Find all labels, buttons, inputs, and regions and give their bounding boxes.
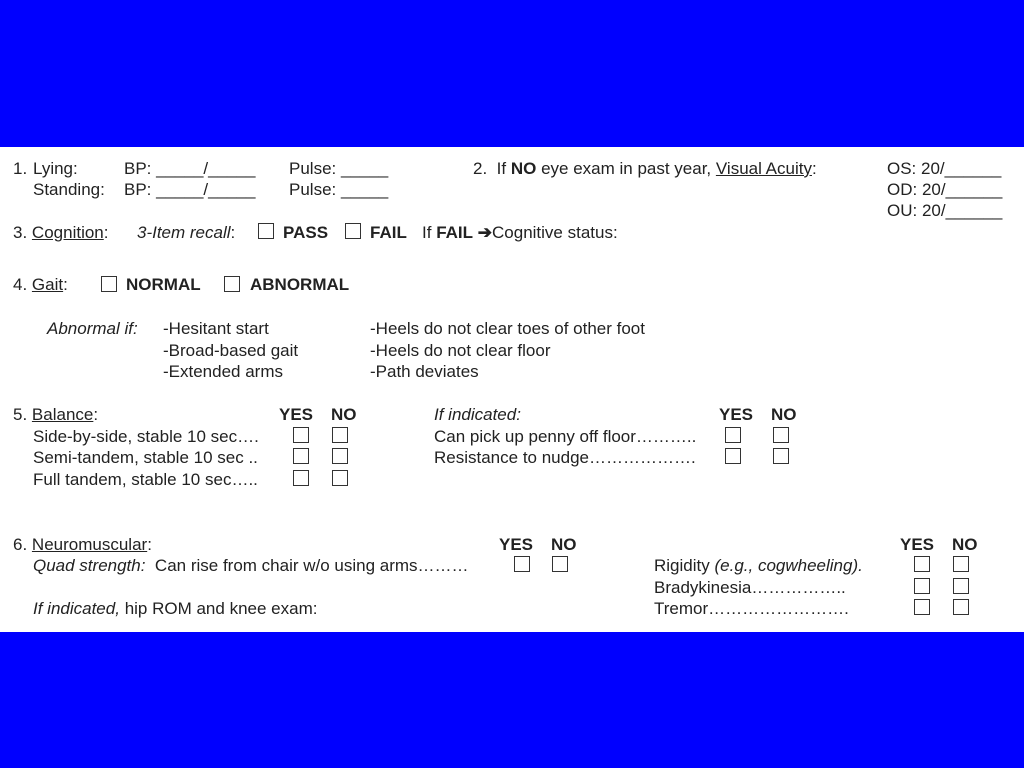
nudge-no-checkbox[interactable]	[773, 448, 789, 464]
cognition-colon: :	[103, 223, 109, 242]
item5-line	[13, 405, 98, 425]
balance-no-header: NO	[331, 405, 357, 424]
item3-number: 3.	[13, 223, 28, 242]
penny-yes-checkbox[interactable]	[725, 427, 741, 443]
rigidity-yes-checkbox[interactable]	[914, 556, 930, 572]
item6-number: 6.	[13, 535, 28, 554]
gait-colon: :	[63, 275, 68, 294]
gait-criterion: -Hesitant start	[163, 319, 269, 338]
item1-number: 1.	[13, 159, 28, 178]
item3-line	[13, 223, 108, 243]
balance2-row-label: Can pick up penny off floor………..	[434, 427, 697, 446]
semi-tandem-no-checkbox[interactable]	[332, 448, 348, 464]
quad-yes-checkbox[interactable]	[514, 556, 530, 572]
item2-line	[473, 159, 817, 179]
rigidity-no-checkbox[interactable]	[953, 556, 969, 572]
item2-number: 2.	[473, 159, 488, 178]
od-field[interactable]: OD: 20/______	[887, 180, 1003, 199]
item4-line	[13, 275, 68, 295]
gait-criterion: -Broad-based gait	[163, 341, 299, 360]
balance-row-label: Side-by-side, stable 10 sec….	[33, 427, 259, 446]
abnormal-checkbox[interactable]	[224, 276, 240, 292]
item6-line	[13, 535, 152, 555]
fail-checkbox[interactable]	[345, 223, 361, 239]
penny-no-checkbox[interactable]	[773, 427, 789, 443]
rigidity-eg: (e.g., cogwheeling).	[714, 556, 863, 575]
balance-colon: :	[93, 405, 99, 424]
lying-label: Lying:	[33, 159, 78, 178]
neuromuscular-colon: :	[147, 535, 152, 554]
quad-strength-label: Quad strength:	[33, 556, 146, 575]
tremor-yes-checkbox[interactable]	[914, 599, 930, 615]
abnormal-if-label: Abnormal if:	[47, 319, 138, 338]
gait-criterion: -Path deviates	[370, 362, 479, 381]
quad-no-checkbox[interactable]	[552, 556, 568, 572]
nudge-yes-checkbox[interactable]	[725, 448, 741, 464]
standing-label: Standing:	[33, 180, 105, 199]
item4-number: 4.	[13, 275, 28, 294]
neuro-no-header: NO	[551, 535, 577, 554]
cognition-label: Cognition	[31, 223, 104, 242]
gait-criterion: -Heels do not clear floor	[370, 341, 551, 360]
gait-criterion: -Heels do not clear toes of other foot	[370, 319, 645, 338]
pass-label: PASS	[283, 223, 329, 242]
gait-label: Gait	[31, 275, 64, 294]
item2-no-emph: NO	[510, 159, 537, 178]
fail-label: FAIL	[370, 223, 407, 242]
cognitive-status-label: Cognitive status:	[492, 223, 618, 242]
pulse-standing-field[interactable]: Pulse: _____	[289, 180, 389, 199]
neuro2-yes-header: YES	[900, 535, 935, 554]
bp-standing-field[interactable]: BP: _____/_____	[124, 180, 256, 199]
item5-number: 5.	[13, 405, 28, 424]
arrow-right-icon: ➔	[477, 223, 493, 242]
tremor-no-checkbox[interactable]	[953, 599, 969, 615]
if-fail-emph: FAIL	[436, 223, 474, 242]
side-by-side-no-checkbox[interactable]	[332, 427, 348, 443]
if-fail-line	[422, 223, 618, 243]
bradykinesia-no-checkbox[interactable]	[953, 578, 969, 594]
hip-if-indicated: If indicated,	[33, 599, 120, 618]
gait-criterion: -Extended arms	[163, 362, 283, 381]
os-field[interactable]: OS: 20/______	[887, 159, 1002, 178]
balance2-row-label: Resistance to nudge……………….	[434, 448, 696, 467]
if-word: If	[422, 223, 432, 242]
semi-tandem-yes-checkbox[interactable]	[293, 448, 309, 464]
balance-yes-header: YES	[279, 405, 314, 424]
recall-text: 3-Item recall	[137, 223, 231, 242]
ou-field[interactable]: OU: 20/______	[887, 201, 1003, 220]
hip-text: hip ROM and knee exam:	[124, 599, 318, 618]
balance-row-label: Full tandem, stable 10 sec…..	[33, 470, 258, 489]
full-tandem-no-checkbox[interactable]	[332, 470, 348, 486]
balance-if-indicated: If indicated:	[434, 405, 521, 424]
bradykinesia-label: Bradykinesia……………..	[654, 578, 846, 597]
pass-checkbox[interactable]	[258, 223, 274, 239]
normal-label: NORMAL	[126, 275, 201, 294]
bradykinesia-yes-checkbox[interactable]	[914, 578, 930, 594]
rigidity-label: Rigidity	[654, 556, 710, 575]
rigidity-line	[654, 556, 863, 576]
item2-prefix: If	[496, 159, 507, 178]
visual-acuity-label: Visual Acuity	[715, 159, 812, 178]
recall-colon: :	[230, 223, 236, 242]
balance-row-label: Semi-tandem, stable 10 sec ..	[33, 448, 258, 467]
neuro2-no-header: NO	[952, 535, 978, 554]
side-by-side-yes-checkbox[interactable]	[293, 427, 309, 443]
abnormal-label: ABNORMAL	[250, 275, 350, 294]
quad-strength-line	[33, 556, 469, 576]
tremor-label: Tremor…………………….	[654, 599, 849, 618]
balance2-yes-header: YES	[719, 405, 754, 424]
item2-mid: eye exam in past year,	[541, 159, 712, 178]
balance2-no-header: NO	[771, 405, 797, 424]
balance-label: Balance	[31, 405, 94, 424]
quad-strength-text: Can rise from chair w/o using arms………	[154, 556, 469, 575]
neuromuscular-label: Neuromuscular	[31, 535, 148, 554]
recall-label	[137, 223, 235, 243]
pulse-lying-field[interactable]: Pulse: _____	[289, 159, 389, 178]
full-tandem-yes-checkbox[interactable]	[293, 470, 309, 486]
hip-line	[33, 599, 317, 619]
normal-checkbox[interactable]	[101, 276, 117, 292]
neuro-yes-header: YES	[499, 535, 534, 554]
bp-lying-field[interactable]: BP: _____/_____	[124, 159, 256, 178]
visual-acuity-colon: :	[811, 159, 817, 178]
